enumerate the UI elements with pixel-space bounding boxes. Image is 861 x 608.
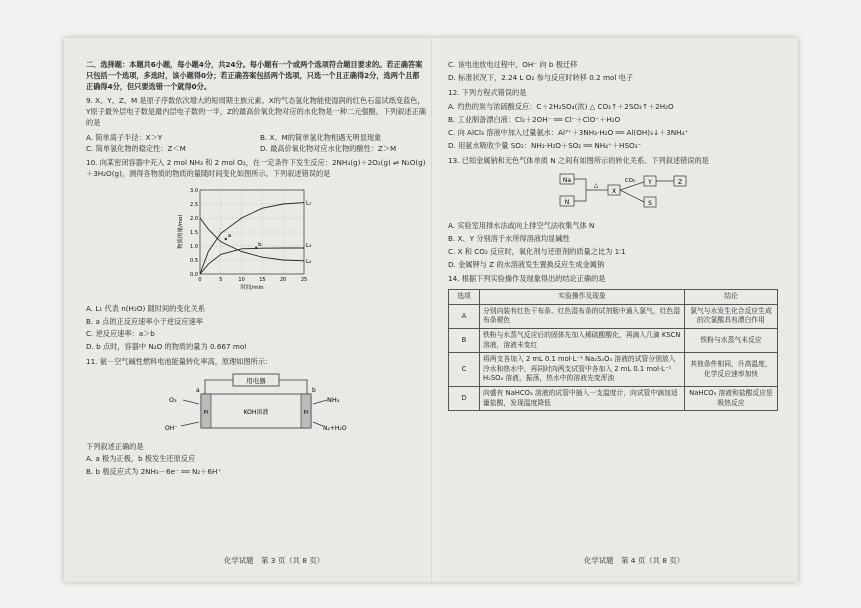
pt-left: Pt: [203, 409, 209, 416]
q13-option-a: A. 实验室用排水法或向上排空气法收集气体 N: [448, 221, 595, 231]
table-header-row: [449, 290, 778, 305]
q11-option-d: D. 标准状况下，2.24 L O₂ 参与反应时转移 0.2 mol 电子: [448, 72, 633, 82]
q12-option-b: B. 工业制备漂白液：Cl₂＋2OH⁻ ══ Cl⁻＋ClO⁻＋H₂O: [448, 115, 621, 125]
q11-after: 下列叙述正确的是: [86, 441, 144, 451]
table-row: [449, 328, 778, 352]
q9-option-a: A. 简单离子半径：X＞Y: [86, 132, 163, 142]
exam-sheet: [64, 38, 798, 582]
header-option: 选项: [449, 290, 480, 305]
o2-label: O₂: [169, 395, 177, 404]
nh3-arrow: [313, 400, 327, 404]
appliance-label: 用电器: [246, 376, 266, 385]
row-option: A: [449, 304, 480, 328]
y-axis-label: 物质的量/mol: [178, 214, 184, 250]
heat-label: △: [593, 182, 599, 190]
row-option: C: [449, 353, 480, 387]
electrolyte-label: KOH溶液: [243, 408, 269, 416]
series-label-1: L₁: [306, 200, 312, 207]
y-tick-label: 1.5: [190, 229, 198, 236]
y-tick-label: 3.0: [190, 187, 198, 194]
q10-stem: 10. 向某密闭容器中充入 2 mol NH₃ 和 2 mol O₂，在一定条件下发生反应：2NH₃(g)＋2O₂(g) ⇌ N₂O(g)＋3H₂O(g)，测得各物质的物质的量随时间变化如图所示。下列叙述错误的是: [86, 158, 426, 179]
y-tick-label: 0.5: [190, 257, 198, 264]
q9-stem: 9. X、Y、Z、M 是原子序数依次增大的短周期主族元素。X的气态氢化物能使湿润的红色石蕊试纸变蓝色，Y原子最外层电子数是最内层电子数的一半，Z的最高价氧化物对应的水化物是一种二元强酸。下列叙述正确的是: [86, 96, 426, 127]
row-conclusion: 其他条件相同，升高温度，化学反应速率加快: [685, 353, 778, 387]
q12-option-d: D. 用氨水吸收少量 SO₂：NH₃·H₂O＋SO₂ ══ NH₄⁺＋HSO₃⁻: [448, 140, 642, 150]
point-b: [255, 247, 257, 249]
q13-option-c: C. X 和 CO₂ 反应时，氧化剂与还原剂的质量之比为 1∶1: [448, 246, 626, 256]
conversion-diagram: [558, 170, 783, 216]
header-conclusion: 结论: [685, 290, 778, 305]
x-tick-label: 0: [198, 276, 202, 283]
q14-table: [448, 289, 778, 411]
y-tick-label: 2.0: [190, 215, 198, 222]
q12-stem: 12. 下列方程式错误的是: [448, 87, 527, 97]
q10-chart: [174, 184, 426, 300]
row-operation: 向盛有 NaHCO₃ 溶液的试管中插入一支温度计，向试管中滴加适量盐酸，发现温度降低: [480, 386, 685, 410]
y-tick-label: 2.5: [190, 201, 198, 208]
o2-arrow: [183, 400, 199, 404]
x-axis-label: 时间/min: [240, 284, 264, 291]
point-label-b: b: [258, 241, 262, 248]
arrow-x-s: [620, 190, 644, 202]
row-option: B: [449, 328, 480, 352]
q14-stem: 14. 根据下列实验操作及现象得出的结论正确的是: [448, 274, 606, 284]
electrode-a-label: a: [196, 386, 200, 394]
q10-option-b: B. a 点的正反应速率小于逆反应速率: [86, 316, 203, 326]
q12-option-a: A. 灼热的炭与浓硫酸反应：C＋2H₂SO₄(浓) △ CO₂↑＋2SO₂↑＋2H₂O: [448, 102, 674, 112]
point-a: [225, 238, 227, 240]
wire-right: [279, 380, 307, 394]
x-tick-label: 5: [219, 276, 223, 283]
q11-option-a: A. a 极为正极，b 极发生还原反应: [86, 454, 196, 464]
q10-option-a: A. L₁ 代表 n(H₂O) 随时间的变化关系: [86, 303, 206, 313]
nh3-label: NH₃: [327, 395, 340, 404]
q11-stem: 11. 氨－空气碱性燃料电池能量转化率高，原理如图所示：: [86, 356, 273, 366]
box-na-label: Na: [562, 177, 572, 185]
q10-option-d: D. b 点时，容器中 N₂O 的物质的量为 0.667 mol: [86, 342, 247, 352]
table-row: [449, 386, 778, 410]
q9-option-d: D. 最高价氧化物对应水化物的酸性：Z＞M: [260, 143, 397, 153]
products-label: N₂+H₂O: [323, 424, 347, 432]
products-arrow: [313, 422, 323, 426]
q11-option-b: B. b 极反应式为 2NH₃－6e⁻ ══ N₂＋6H⁺: [86, 467, 222, 477]
x-tick-label: 25: [300, 276, 308, 283]
x-tick-label: 10: [238, 276, 245, 283]
fuel-cell-diagram: [141, 372, 426, 438]
point-label-a: a: [227, 232, 232, 239]
box-n-label: N: [564, 199, 570, 207]
x-tick-label: 20: [280, 276, 287, 283]
bracket: [574, 179, 586, 201]
pt-right: Pt: [303, 409, 309, 416]
footer-page-3: 化学试题 第 3 页（共 8 页）: [224, 556, 325, 565]
header-operation: 实验操作及现象: [480, 290, 685, 305]
x-tick-label: 15: [259, 276, 266, 283]
y-tick-label: 0.0: [190, 271, 198, 278]
row-option: D: [449, 386, 480, 410]
page-3: [86, 60, 426, 482]
series-label-2: L₂: [306, 258, 312, 265]
row-operation: 将两支各加入 2 mL 0.1 mol·L⁻¹ Na₂S₂O₃ 溶液的试管分别放入冷水和热水中，再同时向两支试管中各加入 2 mL 0.1 mol·L⁻¹ H₂SO₄ 溶液，振荡，热水中的溶液先变浑浊: [480, 353, 685, 387]
box-y-label: Y: [648, 179, 652, 187]
electrode-b-label: b: [312, 386, 316, 394]
oh-arrow: [181, 422, 199, 426]
q9-option-c: C. 简单氢化物的稳定性：Z＜M: [86, 143, 186, 153]
q12-option-c: C. 向 AlCl₃ 溶液中加入过量氨水：Al³⁺＋3NH₃·H₂O ══ Al(OH)₃↓＋3NH₄⁺: [448, 127, 689, 137]
table-row: [449, 304, 778, 328]
series-line-2: [200, 218, 304, 261]
section-header: 二、选择题：本题共6小题，每小题4分，共24分。每小题有一个或两个选项符合题目要求的。若正确答案只包括一个选项，多选时，该小题得0分；若正确答案包括两个选项，只选一个且正确得2分，选两个且都正确得4分，但只要选错一个就得0分。: [86, 60, 423, 91]
q13-stem: 13. 已知金属钠和无色气体单质 N 之间有如图所示的转化关系。下列叙述错误的是: [448, 155, 709, 165]
row-conclusion: 氯气与水发生化合反应生成的次氯酸具有漂白作用: [685, 304, 778, 328]
q13-option-b: B. X、Y 分别溶于水所得溶液均显碱性: [448, 233, 570, 243]
table-row: [449, 353, 778, 387]
q13-option-d: D. 金属钾与 Z 的水溶液发生置换反应生成金属钠: [448, 259, 605, 269]
q10-option-c: C. 逆反应速率：a＞b: [86, 329, 155, 339]
oh-label: OH⁻: [165, 424, 178, 432]
box-s-label: S: [648, 200, 652, 208]
row-operation: 分别向装有红色干布条、红色湿布条的试剂瓶中通入氯气，红色湿布条褪色: [480, 304, 685, 328]
series-label-3: L₃: [306, 242, 312, 249]
y-tick-label: 1.0: [190, 243, 198, 250]
wire-left: [205, 380, 233, 394]
page-4: [448, 60, 783, 411]
co2-label: CO₂: [624, 178, 636, 185]
q9-option-b: B. X、M的简单氢化物相遇无明显现象: [260, 132, 382, 142]
row-conclusion: 铁粉与水蒸气未反应: [685, 328, 778, 352]
mole-time-chart: [174, 184, 314, 296]
q11-option-c: C. 该电池放电过程中，OH⁻ 向 b 极迁移: [448, 60, 578, 69]
row-operation: 铁粉与水蒸气反应后的固体先加入稀硫酸酸化，再滴入几滴 KSCN 溶液，溶液未变红: [480, 328, 685, 352]
box-z-label: Z: [677, 179, 683, 187]
box-x-label: X: [611, 188, 617, 196]
series-line-1: [200, 203, 304, 274]
footer-page-4: 化学试题 第 4 页（共 8 页）: [584, 556, 685, 565]
page-fold: [431, 38, 433, 582]
row-conclusion: NaHCO₃ 溶液和盐酸反应是吸热反应: [685, 386, 778, 410]
series-line-3: [200, 248, 304, 274]
q9-options: [86, 133, 426, 155]
